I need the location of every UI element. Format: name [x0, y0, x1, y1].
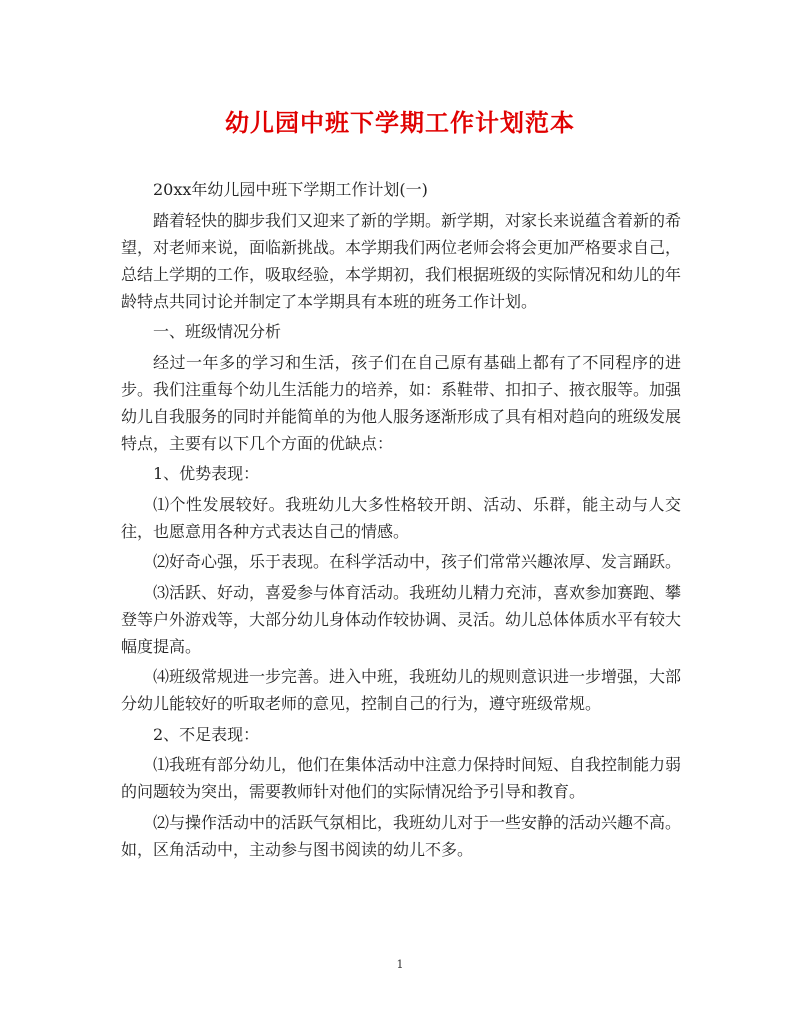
plan-heading: 20xx年幼儿园中班下学期工作计划(一) — [153, 180, 428, 199]
document-body — [121, 176, 681, 866]
weakness-item: ⑴我班有部分幼儿，他们在集体活动中注意力保持时间短、自我控制能力弱的问题较为突出，需要教师针对他们的实际情况给予引导和教育。 — [121, 755, 682, 801]
strength-item: ⑶活跃、好动，喜爱参与体育活动。我班幼儿精力充沛，喜欢参加赛跑、攀登等户外游戏等，大部分幼儿身体动作较协调、灵活。幼儿总体体质水平有较大幅度提高。 — [121, 582, 682, 656]
strength-item: ⑵好奇心强，乐于表现。在科学活动中，孩子们常常兴趣浓厚、发言踊跃。 — [153, 552, 682, 571]
intro-paragraph: 踏着轻快的脚步我们又迎来了新的学期。新学期，对家长来说蕴含着新的希望，对老师来说，面临新挑战。本学期我们两位老师会将会更加严格要求自己，总结上学期的工作，吸取经验，本学期初，我们根据班级的实际情况和幼儿的年龄特点共同讨论并制定了本学期具有本班的班务工作计划。 — [121, 210, 682, 311]
strength-item: ⑷班级常规进一步完善。进入中班，我班幼儿的规则意识进一步增强，大部分幼儿能较好的听取老师的意见，控制自己的行为，遵守班级常规。 — [121, 667, 682, 713]
class-analysis-paragraph: 经过一年多的学习和生活，孩子们在自己原有基础上都有了不同程序的进步。我们注重每个幼儿生活能力的培养，如：系鞋带、扣扣子、掖衣服等。加强幼儿自我服务的同时并能简单的为他人服务逐渐形成了具有相对趋向的班级发展特点，主要有以下几个方面的优缺点： — [121, 352, 682, 453]
subheading-strengths: 1、优势表现： — [153, 464, 260, 483]
section-heading-class-analysis: 一、班级情况分析 — [153, 322, 282, 341]
weakness-item: ⑵与操作活动中的活跃气氛相比，我班幼儿对于一些安静的活动兴趣不高。如，区角活动中，主动参与图书阅读的幼儿不多。 — [121, 812, 682, 859]
subheading-weaknesses: 2、不足表现： — [153, 724, 260, 744]
document-title: 幼儿园中班下学期工作计划范本 — [225, 109, 575, 137]
page-number: 1 — [396, 958, 404, 971]
strength-item: ⑴个性发展较好。我班幼儿大多性格较开朗、活动、乐群，能主动与人交往，也愿意用各种方式表达自己的情感。 — [121, 494, 681, 541]
